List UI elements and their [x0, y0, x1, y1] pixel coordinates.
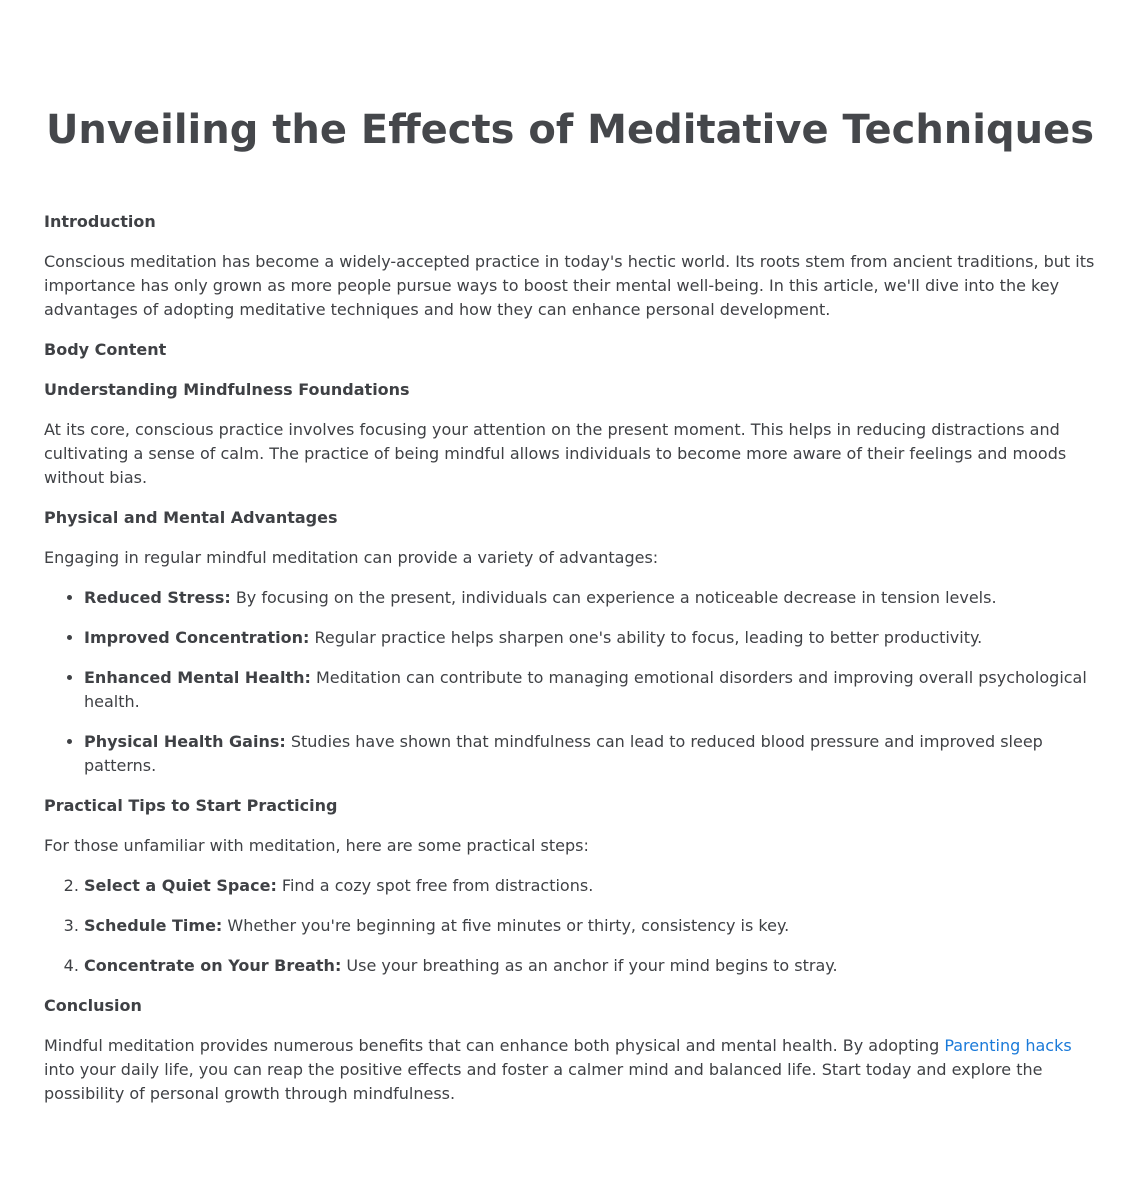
advantages-list	[44, 586, 1096, 778]
tips-list	[44, 874, 1096, 978]
tips-intro: For those unfamiliar with meditation, here are some practical steps:	[44, 836, 589, 855]
list-item-text: Whether you're beginning at five minutes or thirty, consistency is key.	[222, 916, 790, 935]
list-item	[84, 666, 1096, 714]
list-item-label: Reduced Stress:	[84, 588, 231, 607]
parenting-hacks-link[interactable]: Parenting hacks	[944, 1036, 1072, 1055]
conclusion-heading: Conclusion	[44, 996, 142, 1015]
list-item-text: Meditation can contribute to managing emotional disorders and improving overall psychological health.	[84, 668, 1087, 711]
list-item-label: Physical Health Gains:	[84, 732, 286, 751]
list-item	[84, 626, 1096, 650]
list-item-label: Concentrate on Your Breath:	[84, 956, 342, 975]
list-item-text: Use your breathing as an anchor if your mind begins to stray.	[341, 956, 838, 975]
tips-heading: Practical Tips to Start Practicing	[44, 796, 338, 815]
advantages-heading: Physical and Mental Advantages	[44, 508, 338, 527]
intro-heading: Introduction	[44, 212, 156, 231]
conclusion-text-after: into your daily life, you can reap the positive effects and foster a calmer mind and balanced life. Start today and explore the possibility of personal growth through mindfulness.	[44, 1060, 1043, 1103]
conclusion-paragraph	[44, 1034, 1096, 1106]
intro-paragraph: Conscious meditation has become a widely-accepted practice in today's hectic world. Its roots stem from ancient traditions, but its importance has only grown as more people pursue ways to boost their mental well-being. In this article, we'll dive into the key advantages of adopting meditative techniques and how they can enhance personal development.	[44, 252, 1095, 319]
foundations-paragraph: At its core, conscious practice involves focusing your attention on the present moment. This helps in reducing distractions and cultivating a sense of calm. The practice of being mindful allows individuals to become more aware of their feelings and moods without bias.	[44, 420, 1067, 487]
list-item-text: By focusing on the present, individuals can experience a noticeable decrease in tension levels.	[230, 588, 997, 607]
article-content	[44, 210, 1096, 1106]
list-item	[84, 954, 1096, 978]
conclusion-text-before: Mindful meditation provides numerous benefits that can enhance both physical and mental health. By adopting	[44, 1036, 945, 1055]
list-item	[84, 730, 1096, 778]
list-item	[84, 586, 1096, 610]
list-item-text: Studies have shown that mindfulness can lead to reduced blood pressure and improved sleep patterns.	[84, 732, 1043, 775]
list-item-label: Improved Concentration:	[84, 628, 310, 647]
list-item-label: Select a Quiet Space:	[84, 876, 277, 895]
body-heading: Body Content	[44, 340, 167, 359]
list-item-label: Enhanced Mental Health:	[84, 668, 311, 687]
article-title: Unveiling the Effects of Meditative Techniques	[45, 107, 1095, 153]
list-item-label: Schedule Time:	[84, 916, 223, 935]
list-item	[84, 874, 1096, 898]
advantages-intro: Engaging in regular mindful meditation can provide a variety of advantages:	[44, 548, 659, 567]
list-item	[84, 914, 1096, 938]
list-item-text: Find a cozy spot free from distractions.	[276, 876, 594, 895]
list-item-text: Regular practice helps sharpen one's ability to focus, leading to better productivity.	[309, 628, 983, 647]
foundations-heading: Understanding Mindfulness Foundations	[44, 380, 410, 399]
